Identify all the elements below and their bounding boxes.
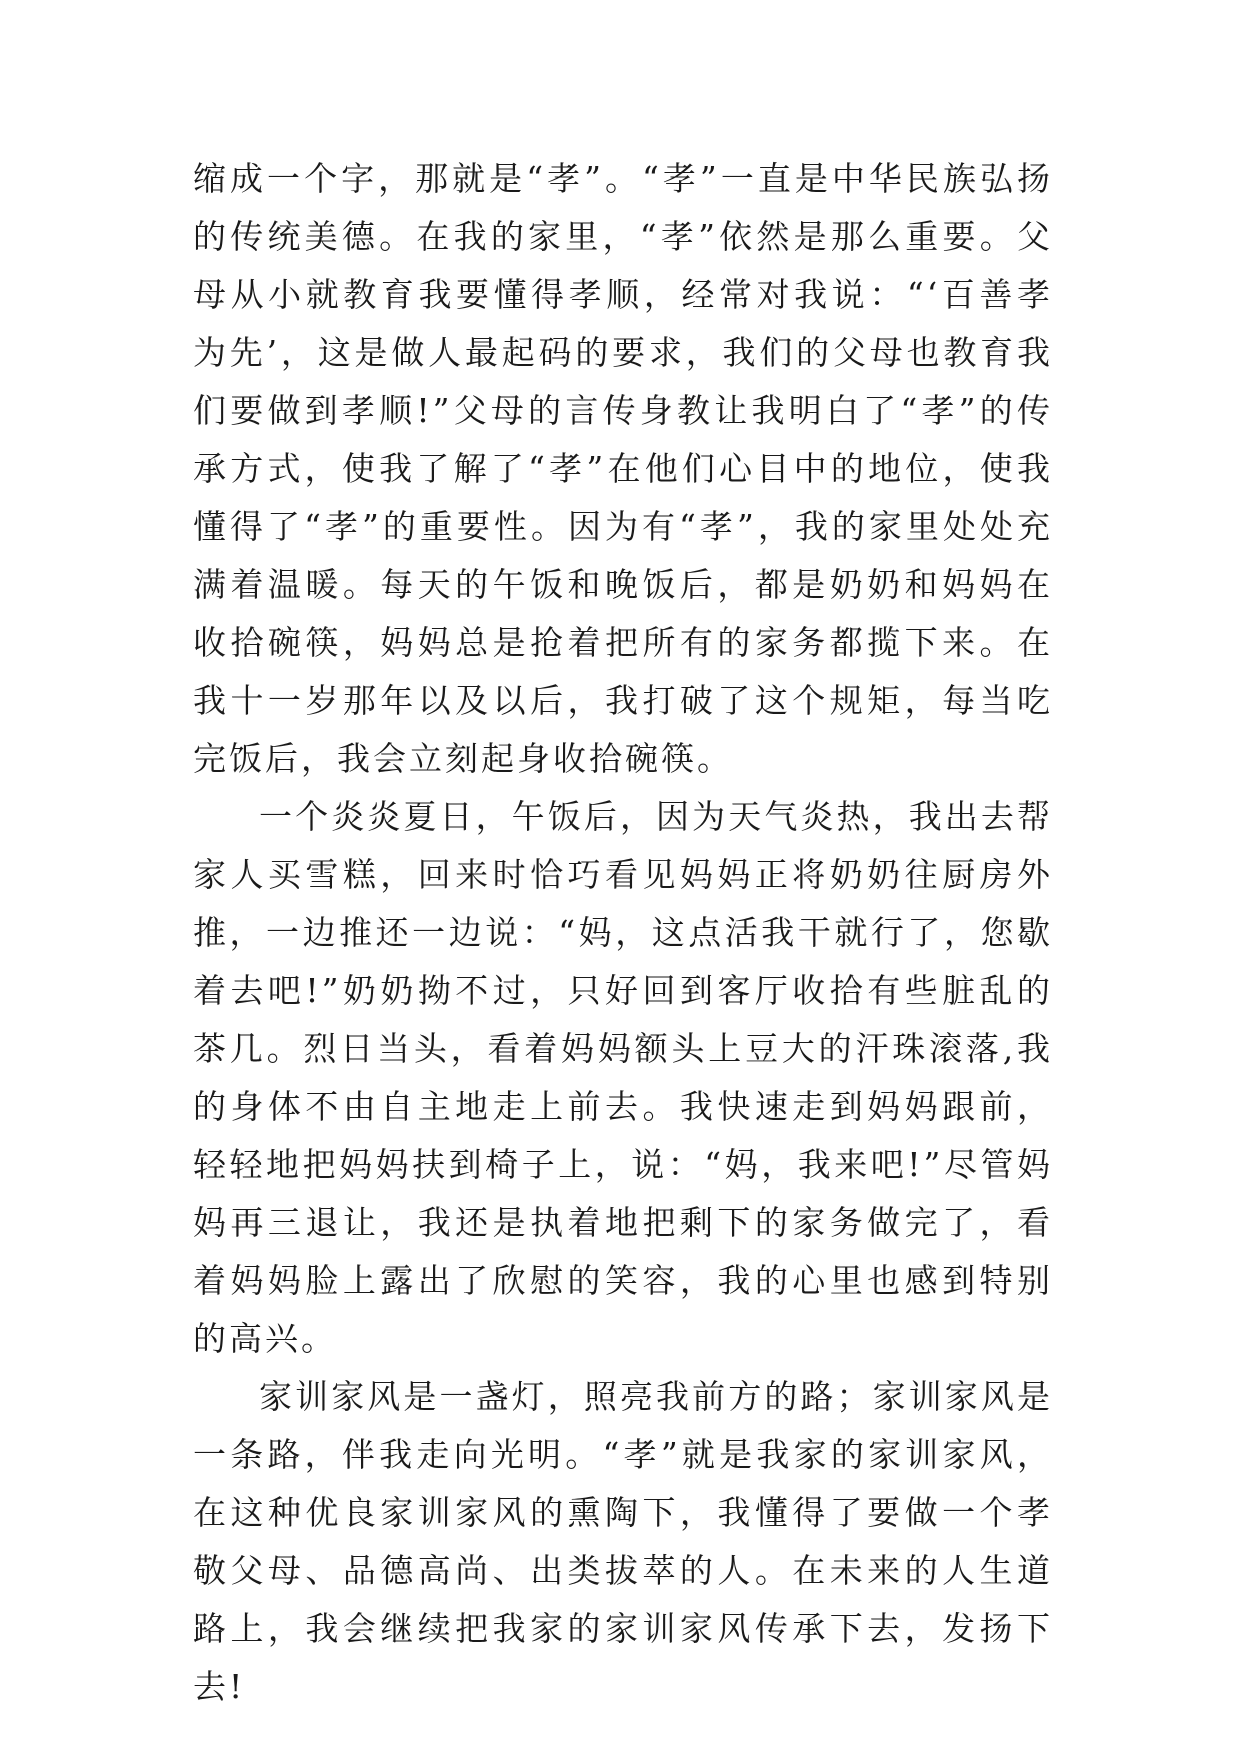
body-text — [193, 150, 1053, 1716]
paragraph-continuation: 缩成一个字，那就是“孝”。“孝”一直是中华民族弘扬的传统美德。在我的家里，“孝”依然是那么重要。父母从小就教育我要懂得孝顺，经常对我说：“‘百善孝为先’，这是做人最起码的要求，我们的父母也教育我们要做到孝顺!”父母的言传身教让我明白了“孝”的传承方式，使我了解了“孝”在他们心目中的地位，使我懂得了“孝”的重要性。因为有“孝”，我的家里处处充满着温暖。每天的午饭和晚饭后，都是奶奶和妈妈在收拾碗筷，妈妈总是抢着把所有的家务都揽下来。在我十一岁那年以及以后，我打破了这个规矩，每当吃完饭后，我会立刻起身收拾碗筷。 — [193, 159, 1053, 778]
paragraph-summer-story: 一个炎炎夏日，午饭后，因为天气炎热，我出去帮家人买雪糕，回来时恰巧看见妈妈正将奶奶往厨房外推，一边推还一边说：“妈，这点活我干就行了，您歇着去吧!”奶奶拗不过，只好回到客厅收拾有些脏乱的茶几。烈日当头，看着妈妈额头上豆大的汗珠滚落,我的身体不由自主地走上前去。我快速走到妈妈跟前，轻轻地把妈妈扶到椅子上，说：“妈，我来吧!”尽管妈妈再三退让，我还是执着地把剩下的家务做完了，看着妈妈脸上露出了欣慰的笑容，我的心里也感到特别的高兴。 — [193, 797, 1053, 1358]
paragraph-conclusion: 家训家风是一盏灯，照亮我前方的路；家训家风是一条路，伴我走向光明。“孝”就是我家的家训家风，在这种优良家训家风的熏陶下，我懂得了要做一个孝敬父母、品德高尚、出类拔萃的人。在未来的人生道路上，我会继续把我家的家训家风传承下去，发扬下去! — [193, 1377, 1053, 1706]
